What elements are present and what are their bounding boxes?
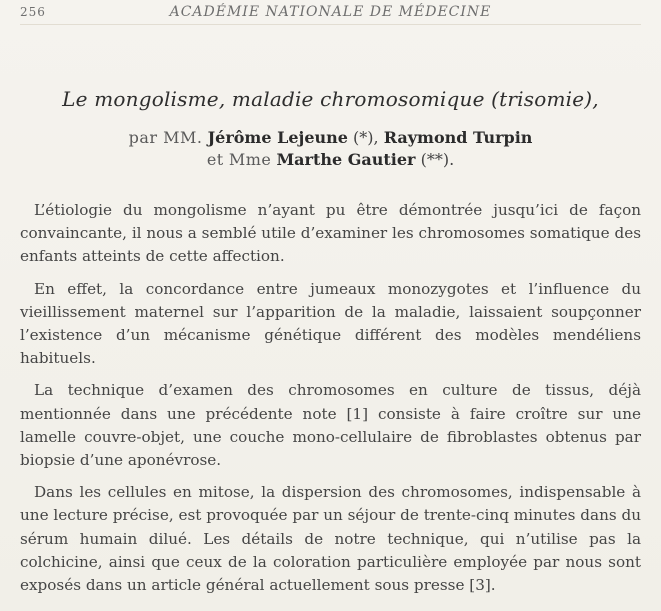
article-body [20,199,641,597]
paragraph-2: En effet, la concordance entre jumeaux monozygotes et l’influence du vieillissement maternel sur l’apparition de la maladie, laissaient soupçonner l’existence d’un mécanisme génétique différent des modèles mendéliens habituels. [20,279,641,368]
author-name-2: Raymond Turpin [383,128,533,147]
author-block [20,127,641,171]
running-head: ACADÉMIE NATIONALE DE MÉDECINE [169,4,492,20]
author-line-2 [20,149,641,171]
author-note-2: (**). [420,150,455,169]
page-header [20,0,641,25]
paragraph-3: La technique d’examen des chromosomes en culture de tissus, déjà mentionnée dans une précédente note [1] consiste à faire croître sur une lamelle couvre-objet, une couche mono-cellulaire de fibroblastes obtenus par biopsie d’une aponévrose. [20,381,641,470]
author-title: Mme [228,150,272,169]
author-name-1: Jérôme Lejeune [207,128,348,147]
page-number: 256 [20,5,46,19]
author-line-1: par MM. Jérôme Lejeune (*), Raymond Turpin [128,128,533,147]
article-title: Le mongolisme, maladie chromosomique (trisomie), [62,87,599,111]
author-prefix: par MM. [128,128,203,147]
author-conjunction: et [206,150,224,169]
author-note-1: (*) [353,128,374,147]
author-name-3: Marthe Gautier [276,150,416,169]
paragraph-4: Dans les cellules en mitose, la dispersion des chromosomes, indispensable à une lecture précise, est provoquée par un séjour de trente-cinq minutes dans du sérum humain dilué. Les détails de notre technique, qui n’utilise pas la colchicine, ainsi que ceux de la coloration particulière employée par nous sont exposés dans un article général actuellement sous presse [3]. [20,483,641,595]
paragraph-1: L’étiologie du mongolisme n’ayant pu être démontrée jusqu’ici de façon convaincante, il nous a semblé utile d’examiner les chromosomes somatique des enfants atteints de cette affection. [20,201,641,266]
